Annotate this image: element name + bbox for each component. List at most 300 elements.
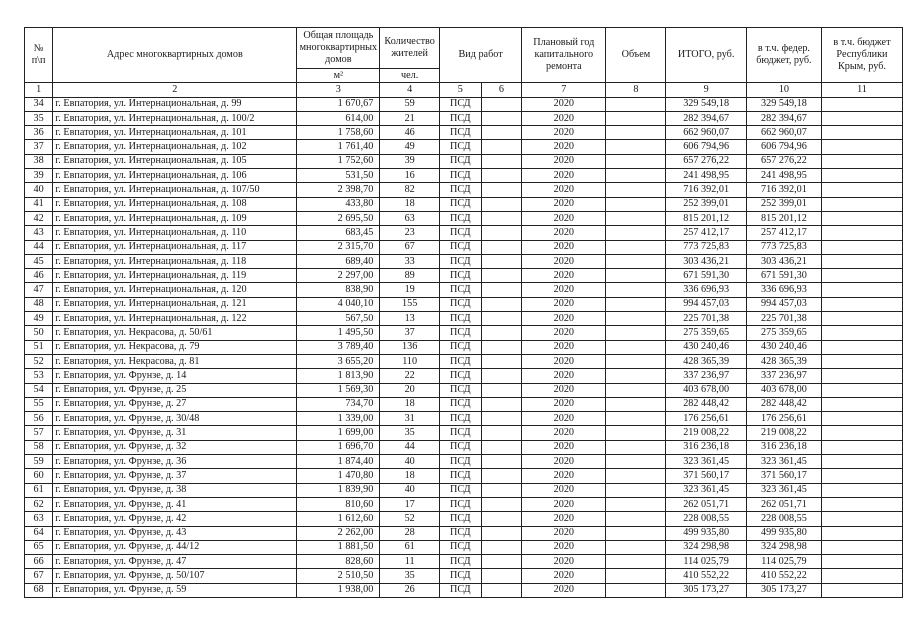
row-residents: 18	[380, 397, 440, 411]
table-row	[25, 412, 903, 426]
row-residents: 89	[380, 269, 440, 283]
row-work-extra	[481, 312, 522, 326]
row-work-type: ПСД	[439, 154, 481, 168]
header-area: Общая площадь многоквартирных домов	[297, 28, 380, 69]
row-work-extra	[481, 469, 522, 483]
row-area: 1 339,00	[297, 412, 380, 426]
row-number: 61	[25, 483, 53, 497]
row-volume	[606, 483, 666, 497]
row-federal: 275 359,65	[746, 326, 821, 340]
row-volume	[606, 140, 666, 154]
row-number: 68	[25, 583, 53, 597]
row-federal: 219 008,22	[746, 426, 821, 440]
header-residents-unit: чел.	[380, 69, 440, 83]
row-area: 683,45	[297, 226, 380, 240]
row-number: 34	[25, 97, 53, 111]
table-row	[25, 369, 903, 383]
row-work-extra	[481, 126, 522, 140]
row-residents: 52	[380, 512, 440, 526]
row-residents: 44	[380, 440, 440, 454]
row-residents: 40	[380, 455, 440, 469]
row-area: 4 040,10	[297, 297, 380, 311]
header-crimea: в т.ч. бюджет Республики Крым, руб.	[821, 28, 902, 83]
row-year: 2020	[522, 412, 606, 426]
row-federal: 428 365,39	[746, 354, 821, 368]
row-year: 2020	[522, 583, 606, 597]
row-federal: 303 436,21	[746, 254, 821, 268]
row-area: 2 510,50	[297, 569, 380, 583]
column-number: 7	[522, 83, 606, 97]
row-federal: 257 412,17	[746, 226, 821, 240]
row-total: 316 236,18	[666, 440, 747, 454]
row-work-extra	[481, 426, 522, 440]
row-work-extra	[481, 326, 522, 340]
row-total: 241 498,95	[666, 169, 747, 183]
table-row	[25, 497, 903, 511]
table-row	[25, 312, 903, 326]
row-area: 1 938,00	[297, 583, 380, 597]
row-address: г. Евпатория, ул. Интернациональная, д. 110	[53, 226, 297, 240]
row-total: 657 276,22	[666, 154, 747, 168]
row-volume	[606, 340, 666, 354]
row-work-extra	[481, 183, 522, 197]
row-work-extra	[481, 240, 522, 254]
row-year: 2020	[522, 97, 606, 111]
row-crimea	[821, 354, 902, 368]
row-work-type: ПСД	[439, 440, 481, 454]
row-federal: 241 498,95	[746, 169, 821, 183]
row-year: 2020	[522, 312, 606, 326]
row-total: 225 701,38	[666, 312, 747, 326]
row-federal: 282 394,67	[746, 111, 821, 125]
row-crimea	[821, 383, 902, 397]
row-crimea	[821, 483, 902, 497]
row-federal: 305 173,27	[746, 583, 821, 597]
row-federal: 324 298,98	[746, 540, 821, 554]
table-row	[25, 340, 903, 354]
row-area: 1 813,90	[297, 369, 380, 383]
row-volume	[606, 526, 666, 540]
row-residents: 110	[380, 354, 440, 368]
row-total: 662 960,07	[666, 126, 747, 140]
row-crimea	[821, 555, 902, 569]
row-total: 606 794,96	[666, 140, 747, 154]
row-crimea	[821, 197, 902, 211]
row-address: г. Евпатория, ул. Фрунзе, д. 25	[53, 383, 297, 397]
row-residents: 63	[380, 211, 440, 225]
row-federal: 657 276,22	[746, 154, 821, 168]
row-number: 50	[25, 326, 53, 340]
table-row	[25, 240, 903, 254]
row-residents: 22	[380, 369, 440, 383]
row-address: г. Евпатория, ул. Фрунзе, д. 47	[53, 555, 297, 569]
row-address: г. Евпатория, ул. Фрунзе, д. 32	[53, 440, 297, 454]
row-crimea	[821, 183, 902, 197]
row-work-extra	[481, 169, 522, 183]
row-volume	[606, 312, 666, 326]
row-area: 1 699,00	[297, 426, 380, 440]
row-total: 176 256,61	[666, 412, 747, 426]
row-total: 303 436,21	[666, 254, 747, 268]
row-address: г. Евпатория, ул. Интернациональная, д. 109	[53, 211, 297, 225]
table-row	[25, 383, 903, 397]
row-area: 2 695,50	[297, 211, 380, 225]
column-number: 1	[25, 83, 53, 97]
row-volume	[606, 412, 666, 426]
row-residents: 13	[380, 312, 440, 326]
row-total: 428 365,39	[666, 354, 747, 368]
row-address: г. Евпатория, ул. Некрасова, д. 81	[53, 354, 297, 368]
row-number: 54	[25, 383, 53, 397]
row-number: 60	[25, 469, 53, 483]
row-number: 37	[25, 140, 53, 154]
row-total: 257 412,17	[666, 226, 747, 240]
row-area: 1 874,40	[297, 455, 380, 469]
row-work-type: ПСД	[439, 111, 481, 125]
row-area: 734,70	[297, 397, 380, 411]
row-total: 499 935,80	[666, 526, 747, 540]
row-volume	[606, 326, 666, 340]
row-federal: 114 025,79	[746, 555, 821, 569]
row-number: 67	[25, 569, 53, 583]
row-residents: 18	[380, 469, 440, 483]
row-total: 716 392,01	[666, 183, 747, 197]
row-year: 2020	[522, 197, 606, 211]
row-address: г. Евпатория, ул. Интернациональная, д. 107/50	[53, 183, 297, 197]
row-area: 2 398,70	[297, 183, 380, 197]
row-address: г. Евпатория, ул. Интернациональная, д. 117	[53, 240, 297, 254]
row-federal: 337 236,97	[746, 369, 821, 383]
row-residents: 59	[380, 97, 440, 111]
row-crimea	[821, 497, 902, 511]
row-number: 35	[25, 111, 53, 125]
row-work-type: ПСД	[439, 297, 481, 311]
capital-repair-table	[24, 27, 903, 598]
row-year: 2020	[522, 526, 606, 540]
row-volume	[606, 383, 666, 397]
row-year: 2020	[522, 240, 606, 254]
row-number: 52	[25, 354, 53, 368]
row-address: г. Евпатория, ул. Интернациональная, д. 118	[53, 254, 297, 268]
row-crimea	[821, 254, 902, 268]
header-address: Адрес многоквартирных домов	[53, 28, 297, 83]
row-address: г. Евпатория, ул. Фрунзе, д. 38	[53, 483, 297, 497]
row-work-type: ПСД	[439, 555, 481, 569]
row-crimea	[821, 455, 902, 469]
row-address: г. Евпатория, ул. Фрунзе, д. 43	[53, 526, 297, 540]
header-residents: Количество жителей	[380, 28, 440, 69]
row-area: 1 752,60	[297, 154, 380, 168]
row-crimea	[821, 97, 902, 111]
row-volume	[606, 283, 666, 297]
row-area: 433,80	[297, 197, 380, 211]
column-number: 9	[666, 83, 747, 97]
column-number: 10	[746, 83, 821, 97]
row-total: 329 549,18	[666, 97, 747, 111]
row-number: 56	[25, 412, 53, 426]
table-row	[25, 426, 903, 440]
row-federal: 994 457,03	[746, 297, 821, 311]
row-federal: 671 591,30	[746, 269, 821, 283]
row-work-type: ПСД	[439, 283, 481, 297]
row-work-extra	[481, 440, 522, 454]
row-area: 689,40	[297, 254, 380, 268]
row-work-type: ПСД	[439, 240, 481, 254]
row-work-extra	[481, 526, 522, 540]
row-total: 228 008,55	[666, 512, 747, 526]
row-number: 49	[25, 312, 53, 326]
row-year: 2020	[522, 555, 606, 569]
row-work-extra	[481, 154, 522, 168]
row-area: 1 761,40	[297, 140, 380, 154]
row-total: 337 236,97	[666, 369, 747, 383]
row-residents: 35	[380, 569, 440, 583]
column-number: 5	[439, 83, 481, 97]
table-row	[25, 169, 903, 183]
row-residents: 11	[380, 555, 440, 569]
row-federal: 225 701,38	[746, 312, 821, 326]
row-total: 282 394,67	[666, 111, 747, 125]
row-volume	[606, 369, 666, 383]
row-number: 39	[25, 169, 53, 183]
row-address: г. Евпатория, ул. Фрунзе, д. 31	[53, 426, 297, 440]
row-volume	[606, 497, 666, 511]
row-work-extra	[481, 569, 522, 583]
table-row	[25, 583, 903, 597]
row-work-extra	[481, 269, 522, 283]
row-area: 1 495,50	[297, 326, 380, 340]
row-residents: 18	[380, 197, 440, 211]
row-residents: 17	[380, 497, 440, 511]
row-work-type: ПСД	[439, 226, 481, 240]
row-crimea	[821, 211, 902, 225]
row-work-type: ПСД	[439, 269, 481, 283]
row-work-extra	[481, 297, 522, 311]
row-crimea	[821, 240, 902, 254]
table-row	[25, 226, 903, 240]
row-year: 2020	[522, 111, 606, 125]
row-number: 57	[25, 426, 53, 440]
row-year: 2020	[522, 154, 606, 168]
table-row	[25, 297, 903, 311]
row-address: г. Евпатория, ул. Интернациональная, д. 99	[53, 97, 297, 111]
row-crimea	[821, 154, 902, 168]
row-total: 773 725,83	[666, 240, 747, 254]
row-area: 828,60	[297, 555, 380, 569]
row-volume	[606, 469, 666, 483]
row-area: 1 470,80	[297, 469, 380, 483]
row-area: 838,90	[297, 283, 380, 297]
row-number: 48	[25, 297, 53, 311]
row-total: 410 552,22	[666, 569, 747, 583]
row-area: 1 569,30	[297, 383, 380, 397]
row-work-type: ПСД	[439, 526, 481, 540]
row-work-type: ПСД	[439, 383, 481, 397]
column-number-row	[25, 83, 903, 97]
row-work-extra	[481, 555, 522, 569]
header-federal: в т.ч. федер. бюджет, руб.	[746, 28, 821, 83]
row-address: г. Евпатория, ул. Фрунзе, д. 30/48	[53, 412, 297, 426]
row-federal: 176 256,61	[746, 412, 821, 426]
row-total: 671 591,30	[666, 269, 747, 283]
table-row	[25, 469, 903, 483]
row-number: 36	[25, 126, 53, 140]
row-work-type: ПСД	[439, 97, 481, 111]
row-total: 815 201,12	[666, 211, 747, 225]
row-address: г. Евпатория, ул. Фрунзе, д. 59	[53, 583, 297, 597]
row-work-extra	[481, 397, 522, 411]
row-crimea	[821, 226, 902, 240]
row-residents: 49	[380, 140, 440, 154]
row-work-extra	[481, 340, 522, 354]
row-total: 371 560,17	[666, 469, 747, 483]
row-volume	[606, 540, 666, 554]
row-area: 3 655,20	[297, 354, 380, 368]
row-address: г. Евпатория, ул. Фрунзе, д. 36	[53, 455, 297, 469]
row-year: 2020	[522, 283, 606, 297]
row-volume	[606, 455, 666, 469]
row-total: 275 359,65	[666, 326, 747, 340]
row-number: 66	[25, 555, 53, 569]
row-volume	[606, 297, 666, 311]
row-residents: 46	[380, 126, 440, 140]
row-residents: 136	[380, 340, 440, 354]
row-work-extra	[481, 111, 522, 125]
row-crimea	[821, 297, 902, 311]
table-row	[25, 455, 903, 469]
header-year: Плановый год капитального ремонта	[522, 28, 606, 83]
row-number: 38	[25, 154, 53, 168]
row-work-extra	[481, 583, 522, 597]
row-volume	[606, 440, 666, 454]
row-crimea	[821, 426, 902, 440]
row-residents: 35	[380, 426, 440, 440]
row-number: 42	[25, 211, 53, 225]
table-row	[25, 326, 903, 340]
table-row	[25, 540, 903, 554]
row-work-type: ПСД	[439, 211, 481, 225]
row-total: 323 361,45	[666, 455, 747, 469]
row-volume	[606, 226, 666, 240]
row-number: 41	[25, 197, 53, 211]
row-work-type: ПСД	[439, 326, 481, 340]
row-address: г. Евпатория, ул. Интернациональная, д. 108	[53, 197, 297, 211]
row-total: 114 025,79	[666, 555, 747, 569]
row-area: 614,00	[297, 111, 380, 125]
row-address: г. Евпатория, ул. Интернациональная, д. 119	[53, 269, 297, 283]
row-volume	[606, 154, 666, 168]
row-year: 2020	[522, 340, 606, 354]
row-address: г. Евпатория, ул. Интернациональная, д. 122	[53, 312, 297, 326]
table-row	[25, 269, 903, 283]
table-row	[25, 440, 903, 454]
row-work-extra	[481, 97, 522, 111]
row-federal: 716 392,01	[746, 183, 821, 197]
column-number: 6	[481, 83, 522, 97]
row-total: 336 696,93	[666, 283, 747, 297]
row-work-extra	[481, 497, 522, 511]
row-year: 2020	[522, 569, 606, 583]
row-residents: 23	[380, 226, 440, 240]
row-work-type: ПСД	[439, 183, 481, 197]
header-total: ИТОГО, руб.	[666, 28, 747, 83]
table-header	[25, 28, 903, 98]
row-crimea	[821, 469, 902, 483]
table-row	[25, 569, 903, 583]
row-number: 65	[25, 540, 53, 554]
row-address: г. Евпатория, ул. Интернациональная, д. 105	[53, 154, 297, 168]
row-work-extra	[481, 483, 522, 497]
row-crimea	[821, 326, 902, 340]
row-volume	[606, 211, 666, 225]
row-year: 2020	[522, 383, 606, 397]
row-work-type: ПСД	[439, 483, 481, 497]
row-residents: 26	[380, 583, 440, 597]
row-crimea	[821, 526, 902, 540]
row-crimea	[821, 269, 902, 283]
row-residents: 21	[380, 111, 440, 125]
row-work-type: ПСД	[439, 497, 481, 511]
row-year: 2020	[522, 254, 606, 268]
table-row	[25, 183, 903, 197]
row-number: 46	[25, 269, 53, 283]
row-work-type: ПСД	[439, 369, 481, 383]
row-number: 63	[25, 512, 53, 526]
row-area: 531,50	[297, 169, 380, 183]
row-work-type: ПСД	[439, 354, 481, 368]
row-residents: 155	[380, 297, 440, 311]
row-work-extra	[481, 540, 522, 554]
row-work-type: ПСД	[439, 140, 481, 154]
table-row	[25, 97, 903, 111]
row-address: г. Евпатория, ул. Фрунзе, д. 44/12	[53, 540, 297, 554]
row-work-type: ПСД	[439, 469, 481, 483]
row-crimea	[821, 283, 902, 297]
row-total: 305 173,27	[666, 583, 747, 597]
column-number: 11	[821, 83, 902, 97]
row-total: 282 448,42	[666, 397, 747, 411]
row-work-extra	[481, 512, 522, 526]
row-number: 53	[25, 369, 53, 383]
row-address: г. Евпатория, ул. Фрунзе, д. 50/107	[53, 569, 297, 583]
table-body	[25, 97, 903, 597]
row-residents: 67	[380, 240, 440, 254]
row-federal: 403 678,00	[746, 383, 821, 397]
row-year: 2020	[522, 455, 606, 469]
row-total: 252 399,01	[666, 197, 747, 211]
row-volume	[606, 169, 666, 183]
row-volume	[606, 183, 666, 197]
row-residents: 33	[380, 254, 440, 268]
row-federal: 371 560,17	[746, 469, 821, 483]
row-work-type: ПСД	[439, 254, 481, 268]
row-year: 2020	[522, 226, 606, 240]
row-area: 1 839,90	[297, 483, 380, 497]
row-area: 3 789,40	[297, 340, 380, 354]
row-work-extra	[481, 354, 522, 368]
row-work-type: ПСД	[439, 312, 481, 326]
row-work-type: ПСД	[439, 512, 481, 526]
row-total: 994 457,03	[666, 297, 747, 311]
row-residents: 61	[380, 540, 440, 554]
row-total: 219 008,22	[666, 426, 747, 440]
row-year: 2020	[522, 183, 606, 197]
row-crimea	[821, 512, 902, 526]
row-address: г. Евпатория, ул. Фрунзе, д. 37	[53, 469, 297, 483]
header-area-unit: м²	[297, 69, 380, 83]
row-year: 2020	[522, 483, 606, 497]
row-number: 59	[25, 455, 53, 469]
